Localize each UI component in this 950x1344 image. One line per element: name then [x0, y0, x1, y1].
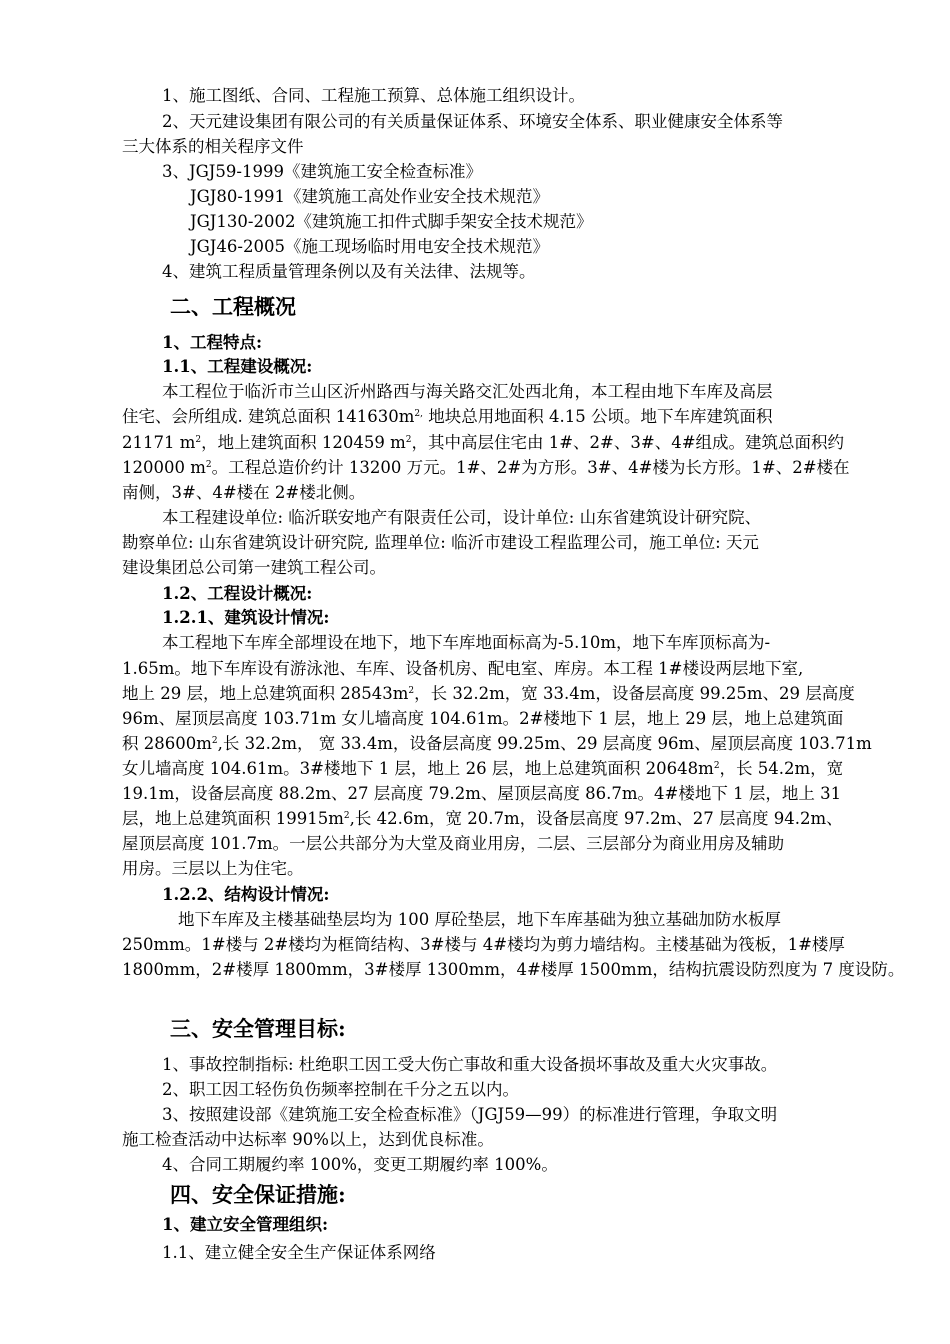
goal-item-4: 4、合同工期履约率 100%，变更工期履约率 100%。: [162, 1155, 558, 1174]
para-arch-line3: 地上 29 层，地上总建筑面积 $28543m^2$，长 32.2m，宽 33.4m，设备层高度 99.25m、29 层高度: [122, 684, 855, 703]
para-1-1-line3: 21171 $m^2$，地上建筑面积 120459 $m^2$，其中高层住宅由 1#、2#、3#、4#组成。建筑总面积约: [122, 433, 845, 452]
para-arch-line2: 1.65m。地下车库设有游泳池、车库、设备机房、配电室、库房。本工程 1#楼设两层地下室,: [122, 659, 804, 678]
para-struct-line2: 250mm。1#楼与 2#楼均为框筒结构、3#楼与 4#楼均为剪力墙结构。主楼基础为筏板，1#楼厚: [122, 935, 845, 954]
ref-item-3: 3、JGJ59-1999《建筑施工安全检查标准》: [162, 162, 482, 181]
para-1-1-line4: 120000 $m^2$。工程总造价约计 13200 万元。1#、2#为方形。3#、4#楼为长方形。1#、2#楼在: [122, 458, 850, 477]
para-struct-line1: 地下车库及主楼基础垫层均为 100 厚砼垫层，地下车库基础为独立基础加防水板厚: [178, 910, 781, 929]
goal-item-3-cont: 施工检查活动中达标率 90%以上，达到优良标准。: [122, 1130, 494, 1149]
para-1-1-line1: 本工程位于临沂市兰山区沂州路西与海关路交汇处西北角，本工程由地下车库及高层: [162, 382, 773, 401]
para-1-1-line5: 南侧，3#、4#楼在 2#楼北侧。: [122, 483, 366, 502]
para-arch-line5: 积 $28600m^2$,长 32.2m， 宽 33.4m，设备层高度 99.25m、29 层高度 96m、屋顶层高度 103.71m: [122, 734, 872, 753]
para-units-line2: 勘察单位: 山东省建筑设计研究院, 监理单位: 临沂市建设工程监理公司，施工单位: 天元: [122, 533, 759, 552]
para-arch-line6: 女儿墙高度 104.61m。3#楼地下 1 层，地上 26 层，地上总建筑面积 $20648m^2$，长 54.2m，宽: [122, 759, 844, 778]
ref-item-3-sub1: JGJ80-1991《建筑施工高处作业安全技术规范》: [190, 187, 549, 206]
ref-item-4: 4、建筑工程质量管理条例以及有关法律、法规等。: [162, 262, 536, 281]
subheading-1: 1、工程特点:: [162, 333, 263, 352]
ref-item-3-sub3: JGJ46-2005《施工现场临时用电安全技术规范》: [190, 237, 549, 256]
subheading-safety-network: 1.1、建立健全安全生产保证体系网络: [162, 1243, 436, 1262]
para-arch-line9: 屋顶层高度 101.7m。一层公共部分为大堂及商业用房，二层、三层部分为商业用房及辅助: [122, 834, 785, 853]
subheading-1-1: 1.1、工程建设概况:: [162, 357, 313, 376]
subheading-1-2: 1.2、工程设计概况:: [162, 584, 313, 603]
para-arch-line8: 层，地上总建筑面积 $19915m^2$,长 42.6m，宽 20.7m，设备层高度 97.2m、27 层高度 94.2m、: [122, 809, 843, 828]
para-arch-line1: 本工程地下车库全部埋设在地下，地下车库地面标高为-5.10m，地下车库顶标高为-: [162, 633, 771, 652]
section-heading-2: 二、工程概况: [170, 294, 296, 319]
ref-item-2: 2、天元建设集团有限公司的有关质量保证体系、环境安全体系、职业健康安全体系等: [162, 112, 783, 131]
para-units-line1: 本工程建设单位: 临沂联安地产有限责任公司，设计单位: 山东省建筑设计研究院、: [162, 508, 762, 527]
para-1-1-line2: 住宅、会所组成. 建筑总面积 $141630m^{2,}$ 地块总用地面积 4.15 公顷。地下车库建筑面积: [122, 407, 773, 426]
goal-item-1: 1、事故控制指标: 杜绝职工因工受大伤亡事故和重大设备损坏事故及重大火灾事故。: [162, 1055, 778, 1074]
para-arch-line10: 用房。三层以上为住宅。: [122, 859, 304, 878]
subheading-1-2-1: 1.2.1、建筑设计情况:: [162, 608, 330, 627]
goal-item-3: 3、按照建设部《建筑施工安全检查标准》（JGJ59—99）的标准进行管理，争取文明: [162, 1105, 778, 1124]
section-heading-4: 四、安全保证措施:: [170, 1182, 346, 1207]
subheading-1-2-2: 1.2.2、结构设计情况:: [162, 885, 330, 904]
para-struct-line3: 1800mm，2#楼厚 1800mm，3#楼厚 1300mm，4#楼厚 1500mm，结构抗震设防烈度为 7 度设防。: [122, 960, 905, 979]
goal-item-2: 2、职工因工轻伤负伤频率控制在千分之五以内。: [162, 1080, 519, 1099]
para-arch-line7: 19.1m，设备层高度 88.2m、27 层高度 79.2m、屋顶层高度 86.7m。4#楼地下 1 层，地上 31: [122, 784, 842, 803]
subheading-safety-org: 1、建立安全管理组织:: [162, 1215, 329, 1234]
ref-item-1: 1、施工图纸、合同、工程施工预算、总体施工组织设计。: [162, 86, 585, 105]
ref-item-3-sub2: JGJ130-2002《建筑施工扣件式脚手架安全技术规范》: [190, 212, 593, 231]
section-heading-3: 三、安全管理目标:: [170, 1016, 346, 1041]
para-units-line3: 建设集团总公司第一建筑工程公司。: [122, 558, 386, 577]
para-arch-line4: 96m、屋顶层高度 103.71m 女儿墙高度 104.61m。2#楼地下 1 层，地上 29 层，地上总建筑面: [122, 709, 844, 728]
ref-item-2-cont: 三大体系的相关程序文件: [122, 137, 304, 156]
